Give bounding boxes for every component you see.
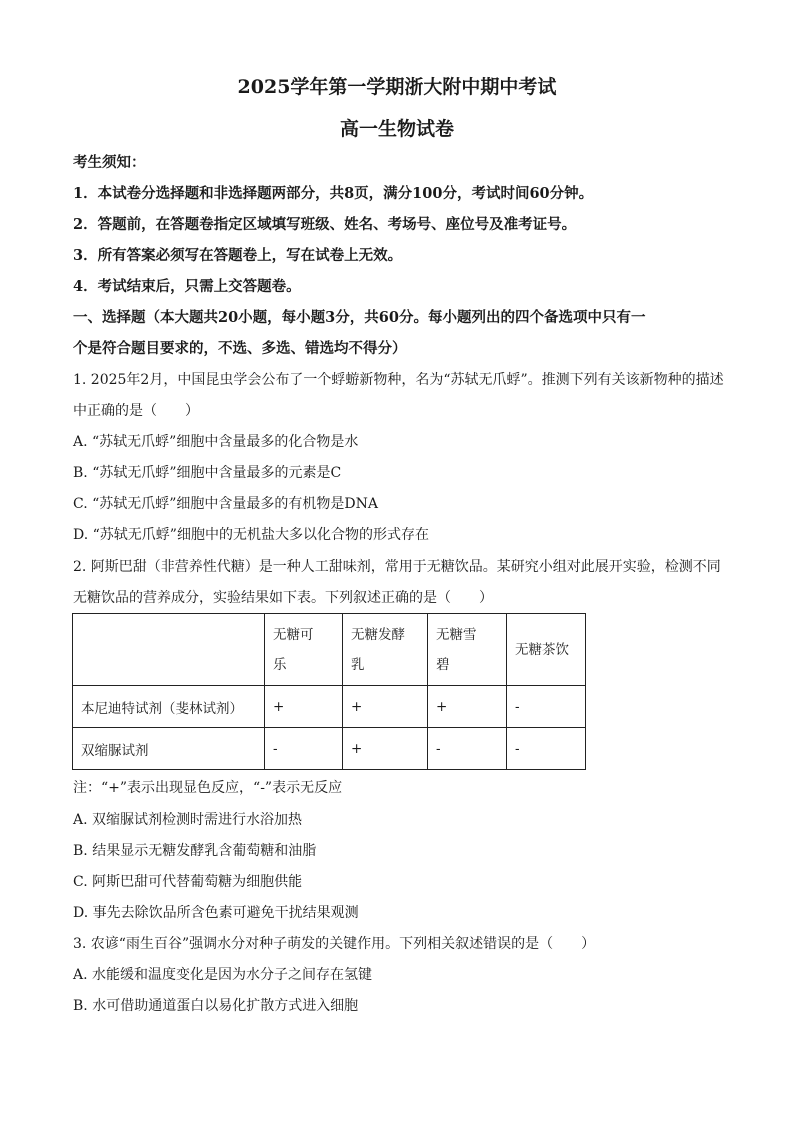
question-2-option-a: A. 双缩脲试剂检测时需进行水浴加热 — [73, 812, 303, 828]
question-3-option-b: B. 水可借助通道蛋白以易化扩散方式进入细胞 — [73, 998, 359, 1014]
question-1-option-a: A. “苏轼无爪蜉”细胞中含量最多的化合物是水 — [73, 434, 359, 450]
section-heading-cont: 个是符合题目要求的，不选、多选、错选均不得分） — [73, 340, 407, 357]
exam-subtitle: 高一生物试卷 — [339, 118, 454, 140]
question-1-option-c: C. “苏轼无爪蜉”细胞中含量最多的有机物是DNA — [73, 496, 379, 512]
table-row — [73, 728, 586, 770]
header-line: 乐 — [273, 656, 287, 673]
notice-item: 4．考试结束后，只需上交答题卷。 — [73, 278, 301, 295]
header-line: 无糖可 — [273, 626, 314, 643]
question-3-option-a: A. 水能缓和温度变化是因为水分子之间存在氢键 — [73, 967, 373, 983]
question-2-stem-cont: 无糖饮品的营养成分，实验结果如下表。下列叙述正确的是（ ） — [73, 590, 493, 606]
table-row — [73, 686, 586, 728]
question-2-stem: 2. 阿斯巴甜（非营养性代糖）是一种人工甜味剂，常用于无糖饮品。某研究小组对此展开实验，检测不同 — [73, 559, 721, 575]
table-cell: 双缩脲试剂 — [73, 728, 265, 770]
table-header-cell: 无糖茶饮 — [507, 614, 586, 686]
question-1-stem-cont: 中正确的是（ ） — [73, 403, 199, 419]
table-cell: - — [265, 728, 343, 770]
question-2-option-d: D. 事先去除饮品所含色素可避免干扰结果观测 — [73, 905, 359, 921]
table-note: 注：“+”表示出现显色反应，“-”表示无反应 — [73, 780, 343, 796]
notice-item: 2．答题前，在答题卷指定区域填写班级、姓名、考场号、座位号及准考证号。 — [73, 216, 577, 233]
table-cell: + — [428, 686, 507, 728]
reagent-result-table — [72, 613, 586, 770]
question-2-option-b: B. 结果显示无糖发酵乳含葡萄糖和油脂 — [73, 843, 317, 859]
header-line: 碧 — [436, 656, 450, 673]
question-1-stem: 1. 2025年2月，中国昆虫学会公布了一个蜉蝣新物种，名为“苏轼无爪蜉”。推测下列有关该新物种的描述 — [73, 372, 724, 388]
table-cell: + — [343, 686, 428, 728]
header-line: 无糖发酵 — [351, 626, 405, 643]
question-1-option-d: D. “苏轼无爪蜉”细胞中的无机盐大多以化合物的形式存在 — [73, 527, 429, 543]
table-header-cell — [343, 614, 428, 686]
table-header-row — [73, 614, 586, 686]
question-1-option-b: B. “苏轼无爪蜉”细胞中含量最多的元素是C — [73, 465, 342, 481]
table-header-cell — [428, 614, 507, 686]
table-cell: + — [265, 686, 343, 728]
header-line: 无糖雪 — [436, 626, 477, 643]
question-3-stem: 3. 农谚“雨生百谷”强调水分对种子萌发的关键作用。下列相关叙述错误的是（ ） — [73, 936, 596, 952]
section-heading: 一、选择题（本大题共20小题，每小题3分，共60分。每小题列出的四个备选项中只有一 — [73, 309, 646, 326]
table-cell: - — [507, 686, 586, 728]
question-2-option-c: C. 阿斯巴甜可代替葡萄糖为细胞供能 — [73, 874, 303, 890]
table-header-cell — [265, 614, 343, 686]
notice-item: 3．所有答案必须写在答题卷上，写在试卷上无效。 — [73, 247, 403, 264]
notice-item: 1．本试卷分选择题和非选择题两部分，共8页，满分100分，考试时间60分钟。 — [73, 185, 594, 202]
table-header-cell — [73, 614, 265, 686]
table-cell: - — [428, 728, 507, 770]
header-line: 乳 — [351, 656, 365, 673]
notice-heading: 考生须知： — [73, 154, 146, 171]
table-cell: - — [507, 728, 586, 770]
exam-title: 2025学年第一学期浙大附中期中考试 — [237, 76, 557, 98]
table-cell: + — [343, 728, 428, 770]
table-cell: 本尼迪特试剂（斐林试剂） — [73, 686, 265, 728]
